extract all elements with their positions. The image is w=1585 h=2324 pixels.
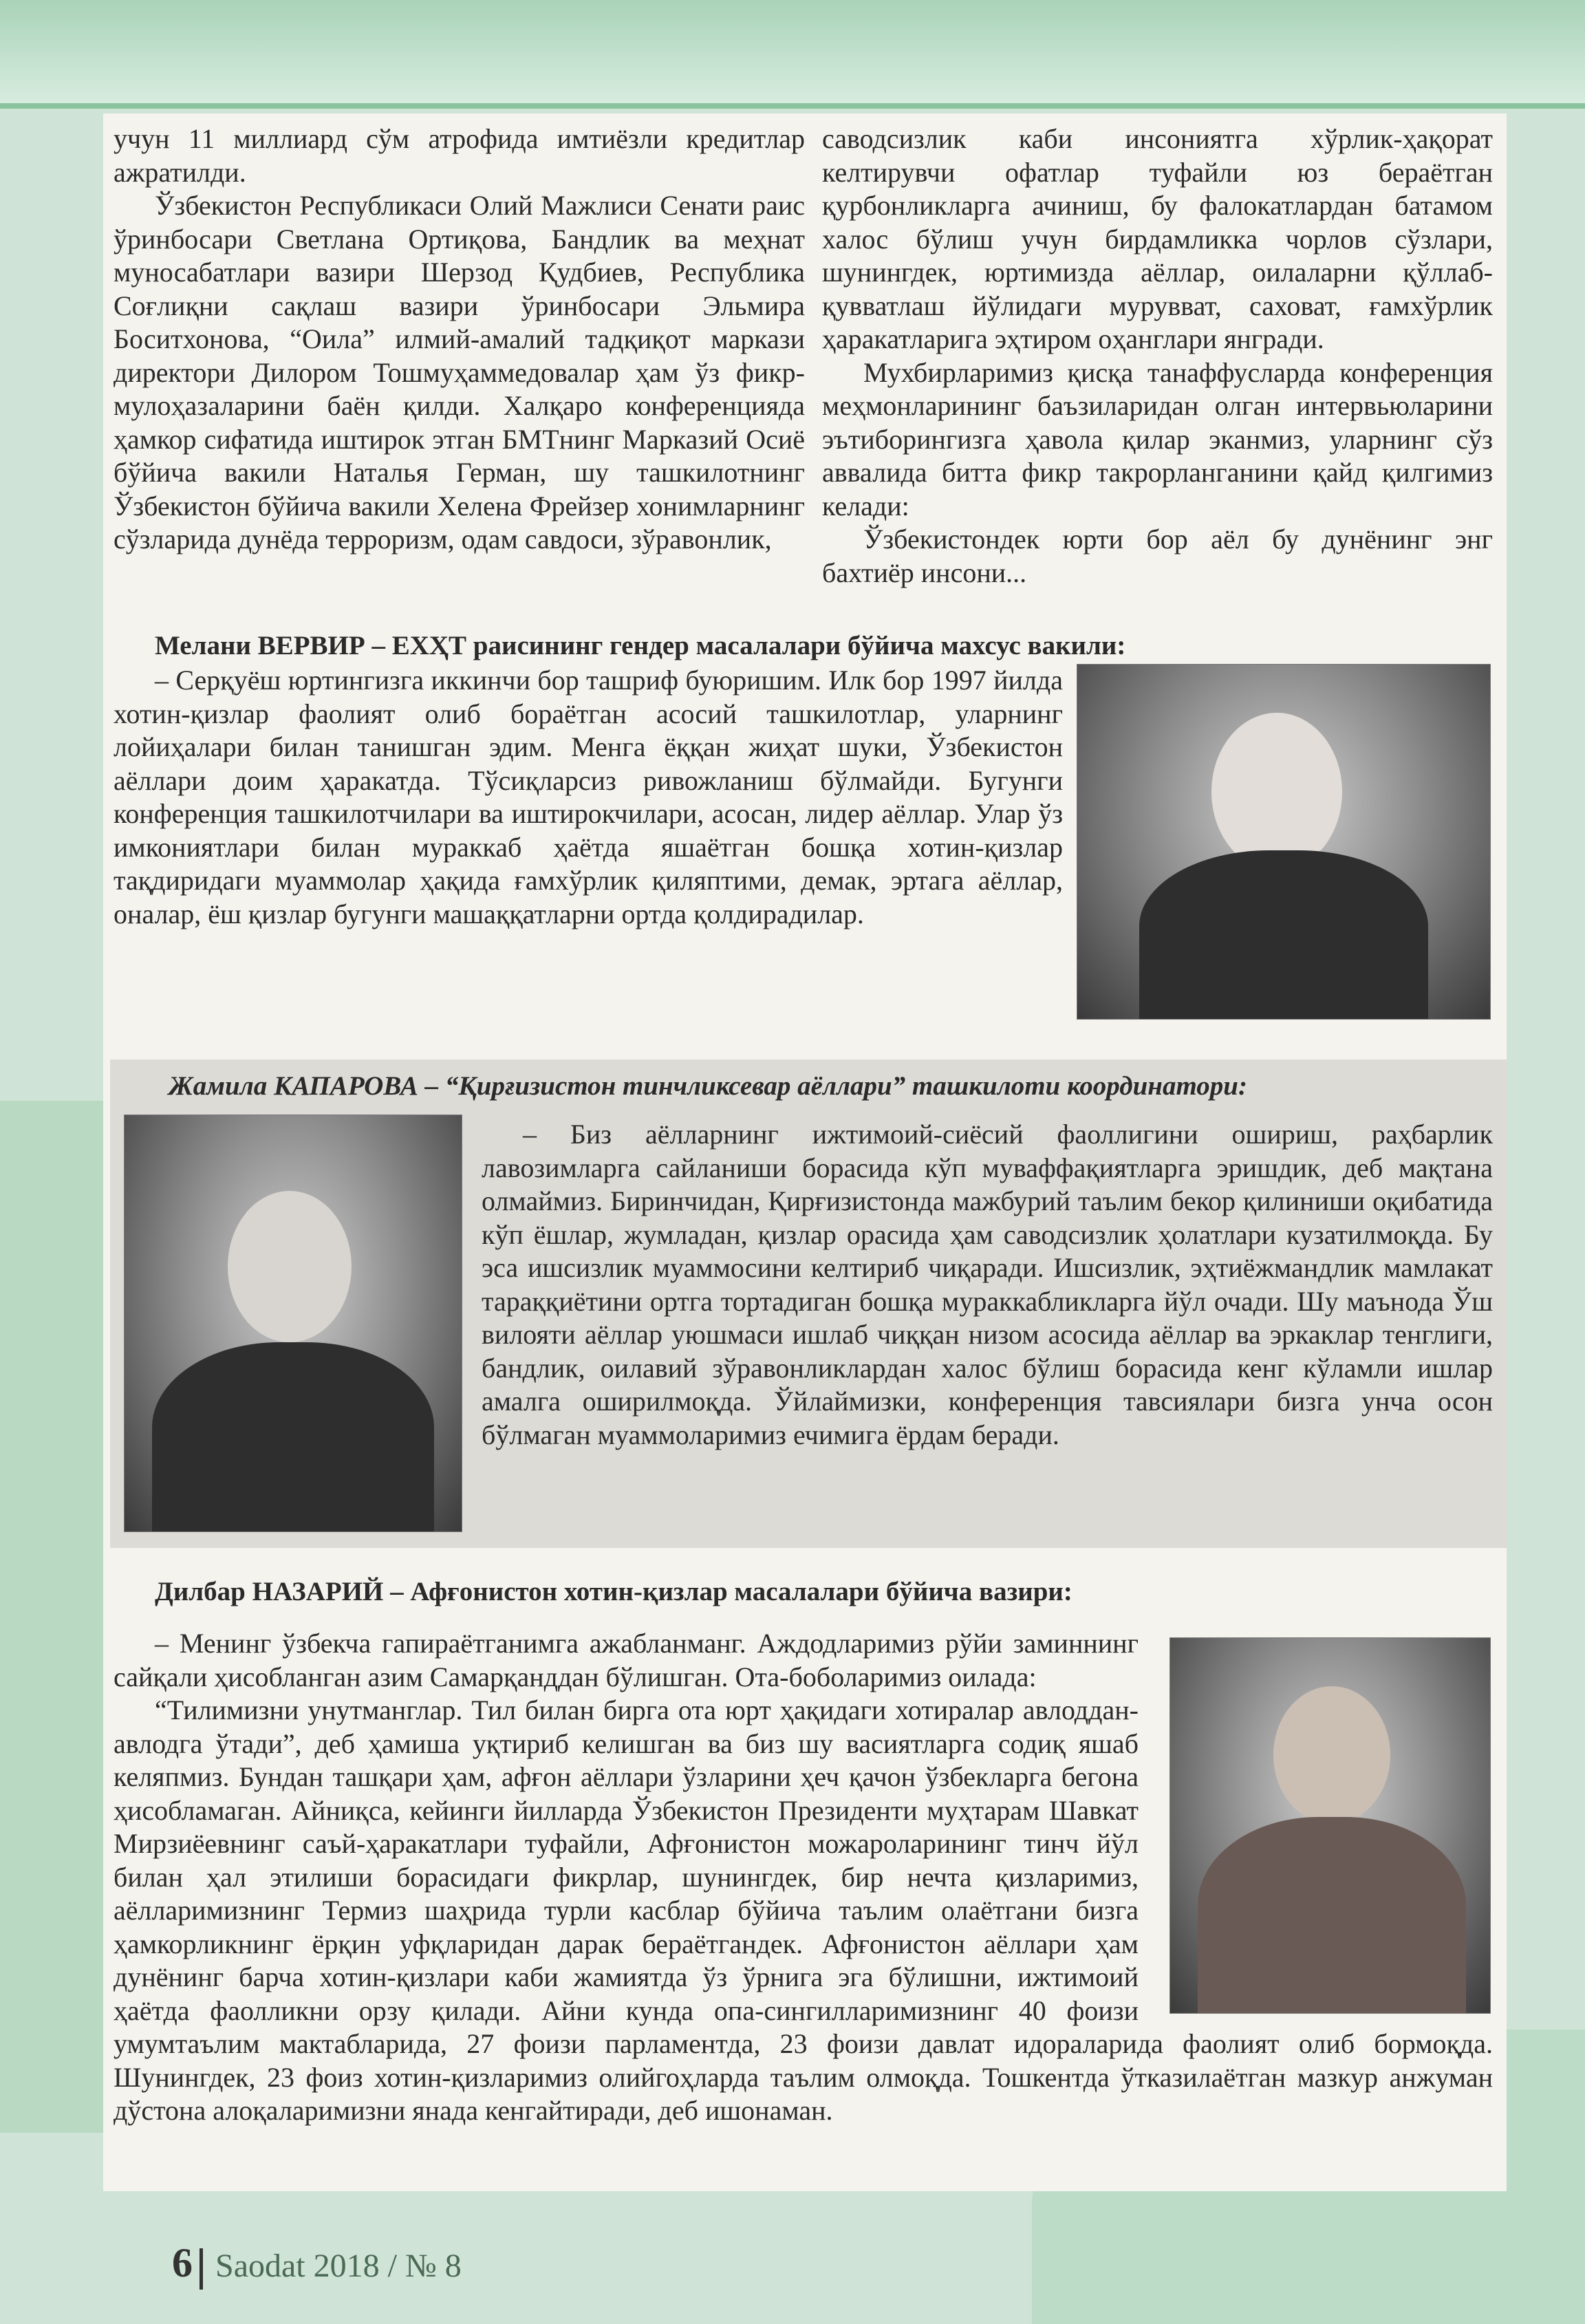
paragraph: саводсизлик каби инсониятга хўрлик-ҳақорат келтирувчи офатлар туфайли юз бераётган қурбонликларга ачиниш, бу фалокатлардан батамом халос бўлиш учун бирдамликка чорлов сўзлари, шунингдек, юртимизда аёллар, оилаларни қўллаб-қувватлаш йўлидаги мурувват, саховат, ғамхўрлик ҳаракатларига эҳтиром оҳанглари янгради.: [822, 123, 1493, 354]
paragraph: – Биз аёлларнинг ижтимоий-сиёсий фаоллигини ошириш, раҳбарлик лавозимларга сайланиши борасида кўп муваффақиятларга эришдик, деб мақтана олмаймиз. Биринчидан, Қирғизистонда мажбурий таълим бекор қилиниши оқибатида кўп ёшлар, жумладан, қизлар орасида ҳам саводсизлик ҳолатлари кузатилмоқда. Бу эса ишсизлик муаммосини келтириб чиқаради. Ишсизлик, эҳтиёжмандлик мамлакат тараққиётини ортга тортадиган бошқа мураккабликларга йўл очади. Шу маънода Ўш вилояти аёллар уюшмаси ишлаб чиққан низом асосида аёллар ва эркаклар тенглиги, бандлик, оилавий зўравонликлардан халос бўлиш борасида кенг кўламли ишлар амалга оширилмоқда. Ўйлаймизки, конференция тавсиялари бизга унча осон бўлмаган муаммоларимиз ечимига ёрдам беради.: [482, 1119, 1493, 1450]
page-footer: [172, 2239, 462, 2290]
magazine-issue: Saodat 2018 / № 8: [215, 2248, 462, 2284]
interview-heading-verveer: Мелани ВЕРВИР – ЕХҲТ раисининг гендер масалалари бўйича махсус вакили:: [155, 631, 1126, 660]
intro-left-column: [114, 122, 805, 557]
intro-right-column: [822, 122, 1493, 590]
paragraph: Ўзбекистондек юрти бор аёл бу дунёнинг энг бахтиёр инсони...: [822, 524, 1493, 588]
paragraph: – Менинг ўзбекча гапираётганимга ажабланманг. Аждодларимиз рўйи заминнинг сайқали ҳисобланган азим Самарқанддан бўлишган. Ота-боболаримиз оилада:: [114, 1628, 1139, 1692]
paragraph: Ўзбекистон Республикаси Олий Мажлиси Сенати раис ўринбосари Светлана Ортиқова, Бандлик ва меҳнат муносабатлари вазири Шерзод Қудбиев, Республика Соғлиқни сақлаш вазири ўринбосари Эльмира Боситхонова, “Оила” илмий-амалий тадқиқот маркази директори Дилором Тошмуҳаммедовалар ҳам ўз фикр-мулоҳазаларини баён қилди. Халқаро конференцияда ҳамкор сифатида иштирок этган БМТнинг Марказий Осиё бўйича вакили Наталья Герман, шу ташкилотнинг Ўзбекистон бўйича вакили Хелена Фрейзер хонимларнинг сўзларида дунёда терроризм, одам савдоси, зўравонлик,: [114, 190, 805, 555]
paragraph: учун 11 миллиард сўм атрофида имтиёзли кредитлар ажратилди.: [114, 123, 805, 188]
interview-heading-kaparova: Жамила КАПАРОВА – “Қирғизистон тинчликсевар аёллари” ташкилоти координатори:: [169, 1071, 1247, 1101]
interview-text-nazari: [114, 1627, 1493, 2128]
top-divider: [0, 103, 1585, 109]
footer-divider: [200, 2248, 203, 2290]
top-green-band: [0, 0, 1585, 103]
paragraph: – Серқуёш юртингизга иккинчи бор ташриф буюришим. Илк бор 1997 йилда хотин-қизлар фаолият олиб бораётган асосий ташкилотлар, уларнинг лойиҳалари билан танишган эдим. Менга ёққан жиҳат шуки, Ўзбекистон аёллари доим ҳаракатда. Тўсиқларсиз ривожланиш бўлмайди. Бугунги конференция ташкилотчилари ва иштирокчилари, асосан, лидер аёллар. Улар ўз имкониятлари билан мураккаб ҳаётда яшаётган бошқа хотин-қизлар тақдиридаги муаммолар ҳақида ғамхўрлик қиляптими, демак, эртага аёллар, оналар, ёш қизлар бугунги машаққатларни ортда қолдирадилар.: [114, 665, 1063, 929]
interview-text-verveer: [114, 664, 1063, 931]
paragraph: Мухбирларимиз қисқа танаффусларда конференция меҳмонларининг баъзиларидан олган интервьюларини эътиборингизга ҳавола қилар эканмиз, уларнинг сўз аввалида битта фикр такрорланганини қайд қилгимиз келади:: [822, 356, 1493, 521]
interview-heading-nazari: Дилбар НАЗАРИЙ – Афғонистон хотин-қизлар масалалари бўйича вазири:: [155, 1577, 1072, 1606]
page-number: 6: [172, 2240, 193, 2285]
photo-jamila-kaparova: [124, 1115, 462, 1532]
paragraph: “Тилимизни унутманглар. Тил билан бирга ота юрт ҳақидаги хотиралар авлоддан-авлодга ўтади”, деб ҳамиша уқтириб келишган ва биз шу васиятларга содиқ яшаб келяпмиз. Бундан ташқари ҳам, афғон аёллари ўзларини ҳеч қачон ўзбекларга бегона ҳисобламаган. Айниқса, кейинги йилларда Ўзбекистон Президенти муҳтарам Шавкат Мирзиёевнинг саъй-ҳаракатлари туфайли, Афғонистон можароларининг тинч йўл билан ҳал этилиши борасидаги фикрлар, шунингдек, бир нечта қизларимиз, аёлларимизнинг Термиз шаҳрида турли касблар бўйича таълим олаётгани бизга ҳамкорликнинг ёрқин уфқларидан дарак бераётгандек. Афғонистон аёллари ҳам дунёнинг барча хотин-қизлари каби жамиятда ўз ўрнига эга бўлишни, ижтимоий ҳаётда фаолликни орзу қилади. Айни кунда опа-сингилларимизнинг 40 фоизи умумтаълим мактабларида, 27 фоизи парламентда, 23 фоизи давлат идораларида фаолият олиб бормоқда. Шунингдек, 23 фоиз хотин-қизларимиз олийгоҳларда таълим олмоқда. Тошкентда ўтказилаётган мазкур анжуман дўстона алоқаларимизни янада кенгайтиради, деб ишонаман.: [114, 1694, 1493, 2126]
photo-melanne-verveer: [1077, 664, 1491, 1020]
photo-float-spacer: [1139, 1627, 1493, 2012]
interview-text-kaparova: [482, 1118, 1493, 1452]
